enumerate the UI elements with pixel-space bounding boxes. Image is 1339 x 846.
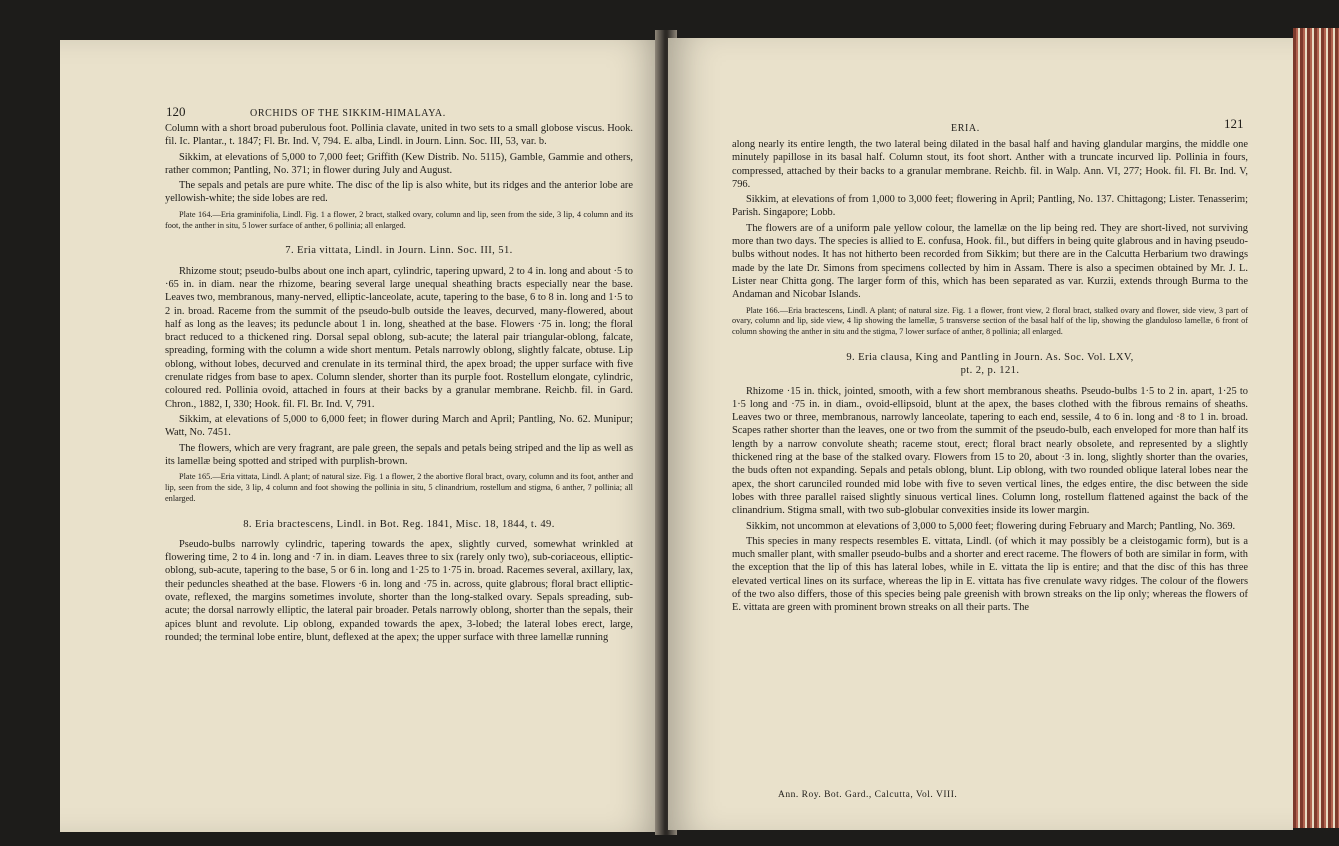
paragraph: The sepals and petals are pure white. The disc of the lip is also white, but its ridges and the anterior lobe are yellowish-white; the side lobes are red. — [165, 180, 633, 205]
plate-caption: Plate 165.—Eria vittata, Lindl. A plant; of natural size. Fig. 1 a flower, 2 the abortive floral bract, ovary, column and its foot, anther and lip, seen from the side, 3 lip, 4 column and foot showing the pollinia in situ, 5 clinandrium, rostellum and stigma, 6 anther, 7 pollinia; all enlarged. — [165, 472, 633, 503]
paragraph: along nearly its entire length, the two lateral being dilated in the basal half and having glandular margins, the middle one minutely papillose in its basal half. Column stout, its foot short. Anther with a truncate incurved lip. Pollinia in fours, compressed, attached by their backs to a granular membrane. Reichb. fil. in Walp. Ann. VI, 277; Hook. fil. Fl. Br. Ind. V, 796. — [732, 139, 1248, 190]
species-heading: 9. Eria clausa, King and Pantling in Journ. As. Soc. Vol. LXV, — [846, 351, 1134, 363]
paragraph: Pseudo-bulbs narrowly cylindric, tapering towards the apex, slightly curved, somewhat wrinkled at flowering time, 2 to 4 in. long and ·7 in. in diam. Leaves three to six (rarely only two), sub-coriaceous, elliptic-oblong, sub-acute, tapering to the base, 5 or 6 in. long and 1·25 to 1·75 in. broad. Racemes several, axillary, lax, their peduncles sheathed at the base. Flowers ·6 in. long and ·75 in. across, quite glabrous; floral bract elliptic-ovate, reflexed, the margins sometimes involute, shorter than the long-stalked ovary. Sepals spreading, sub-acute; the dorsal narrowly elliptic, the lateral pair broader. Petals narrowly oblong, shorter than the sepals, their apices blunt and revolute. Lip oblong, expanded towards the apex, 3-lobed; the lateral lobes erect, large, rounded; the terminal lobe entire, blunt, deflexed at the apex; the upper surface with three lamellæ running — [165, 538, 633, 643]
right-page — [668, 38, 1293, 830]
right-text-column — [732, 138, 1248, 617]
species-heading-continued: pt. 2, p. 121. — [960, 365, 1020, 377]
paragraph: Sikkim, at elevations of from 1,000 to 3,000 feet; flowering in April; Pantling, No. 137. Chittagong; Lister. Tenasserim; Parish. Singapore; Lobb. — [732, 194, 1248, 219]
paragraph: The flowers, which are very fragrant, are pale green, the sepals and petals being striped and the lip as well as its lamellæ being spotted and striped with purplish-brown. — [165, 442, 633, 467]
page-footer: Ann. Roy. Bot. Gard., Calcutta, Vol. VIII. — [778, 790, 958, 800]
paragraph: This species in many respects resembles E. vittata, Lindl. (of which it may possibly be a cleistogamic form), but is a much smaller plant, with smaller pseudo-bulbs and a shorter and erect raceme. The flowers of both are similar in form, with the exception that the lip of this has lateral lobes, while in E. vittata the lip is entire; and that the disc of this has three elevated vertical lines on its surface, whereas the lip in E. vittata has five crenulate wavy ridges. The colour of the flowers of the two also differs, those of this species being pale greenish with brown streaks on the lip only; whereas the flowers of E. vittata are green with prominent brown streaks on all their parts. The — [732, 535, 1248, 614]
book-edge-pages — [1293, 28, 1339, 828]
paragraph: Rhizome stout; pseudo-bulbs about one inch apart, cylindric, tapering upward, 2 to 4 in. long and about ·5 to ·65 in. in diam. near the rhizome, bearing several large unequal sheathing bracts especially near the base. Leaves two, membranous, many-nerved, elliptic-lanceolate, acute, tapering to the base, 6 to 8 in. long and 1·5 to 2 in. broad. Raceme from the summit of the pseudo-bulb outside the leaves, decurved, many-flowered, about half as long as the leaves; its peduncle about 1 in. long, sheathed at the base. Flowers ·75 in. long; the floral bract reduced to a thickened ring. Dorsal sepal oblong, sub-acute; the lateral pair triangular-oblong, falcate, spreading, forming with the column a wide short mentum. Petals narrowly oblong, slightly falcate, obtuse. Lip oblong, without lobes, decurved and crenulate in its terminal third, the apex broad; the upper surface with five crenulate ridges from base to apex. Column slender, shorter than its purple foot. Rostellum elongate, cylindric, coloured red. Pollinia ovoid, attached in fours at their backs by a granular membrane. Reichb. fil. in Gard. Chron., 1882, I, 330; Hook. fil. Fl. Br. Ind. V, 791. — [165, 265, 633, 410]
paragraph: Column with a short broad puberulous foot. Pollinia clavate, united in two sets to a small globose viscus. Hook. fil. Ic. Plantar., t. 1847; Fl. Br. Ind. V, 794. E. alba, Lindl. in Journ. Linn. Soc. III, 53, var. b. — [165, 123, 633, 148]
plate-caption: Plate 164.—Eria graminifolia, Lindl. Fig. 1 a flower, 2 bract, stalked ovary, column and lip, seen from the side, 3 lip, 4 column and its foot, the anther in situ, 5 lower surface of anther, 6 pollinia; all enlarged. — [165, 209, 633, 230]
left-page — [60, 40, 664, 832]
plate-caption: Plate 166.—Eria bractescens, Lindl. A plant; of natural size. Fig. 1 a flower, front view, 2 floral bract, stalked ovary and flower, side view, 3 part of ovary, column and lip, side view, 4 lip showing the lamellæ, 5 transverse section of the basal half of the lip, showing the glanduloso lamellæ, 6 front of column showing the anther in situ and the stigma, 7 lower surface of anther, 8 pollinia; all enlarged. — [732, 305, 1248, 337]
paragraph: Sikkim, at elevations of 5,000 to 6,000 feet; in flower during March and April; Pantling, No. 62. Munipur; Watt, No. 7451. — [165, 413, 633, 439]
paragraph: Sikkim, at elevations of 5,000 to 7,000 feet; Griffith (Kew Distrib. No. 5115), Gamble, Gammie and others, rather common; Pantling, No. 371; in flower during July and August. — [165, 151, 633, 176]
page-number-right: 121 — [1224, 116, 1244, 131]
paragraph: Rhizome ·15 in. thick, jointed, smooth, with a few short membranous sheaths. Pseudo-bulbs 1·5 to 2 in. apart, 1·25 to 1·5 long and ·75 in. in diam., ovoid-ellipsoid, blunt at the apex, the bases clothed with the fibrous remains of sheaths. Leaves two or three, membranous, narrowly lanceolate, tapering to each end, sessile, 4 to 6 in. long and ·8 to 1 in. broad. Scapes rather shorter than the leaves, one or two from the summit of the pseudo-bulb, each enveloped for more than half its length by a narrow convolute sheath; raceme stout, erect; floral bract nearly obsolete, and represented by a slightly thickened ring at the base of the stalked ovary. Flowers from 15 to 20, about ·3 in. long, slightly shorter than the ovaries, the buds often not expanding. Sepals and petals oblong, blunt. Lip oblong, with two rounded oblique lateral lobes near the apex, the short carunciled rounded mid lobe with five to seven vertical lines, the edges entire, the disc between the side lobes with three parallel raised slightly sinuous vertical lines. Column long, rostellum flattened against the back of the clinandrium. Stigma small, with two sub-globular convexities inside its lower margin. — [732, 385, 1248, 517]
running-head-left: ORCHIDS OF THE SIKKIM-HIMALAYA. — [250, 108, 446, 119]
left-text-column — [165, 122, 633, 646]
page-number-left: 120 — [166, 104, 186, 119]
paragraph: Sikkim, not uncommon at elevations of 3,000 to 5,000 feet; flowering during February and March; Pantling, No. 369. — [746, 520, 1236, 532]
paragraph: The flowers are of a uniform pale yellow colour, the lamellæ on the lip being red. They are short-lived, not surviving more than two days. The species is allied to E. confusa, Hook. fil., but differs in being quite glabrous and in having pseudo-bulbs without nodes. It has not hitherto been recorded from Sikkim; but there are in the Calcutta Herbarium two drawings made by the late Dr. Simons from specimens collected by him in Assam. There is also a specimen obtained by Mr. J. L. Lister near Chitta gong. The larger form of this, which has been separated as var. Kurzii, extends through Burma to the Andaman and Nicobar Islands. — [732, 222, 1248, 301]
species-heading: 8. Eria bractescens, Lindl. in Bot. Reg. 1841, Misc. 18, 1844, t. 49. — [243, 518, 555, 530]
running-head-right: ERIA. — [951, 123, 980, 134]
species-heading: 7. Eria vittata, Lindl. in Journ. Linn. Soc. III, 51. — [285, 245, 513, 257]
